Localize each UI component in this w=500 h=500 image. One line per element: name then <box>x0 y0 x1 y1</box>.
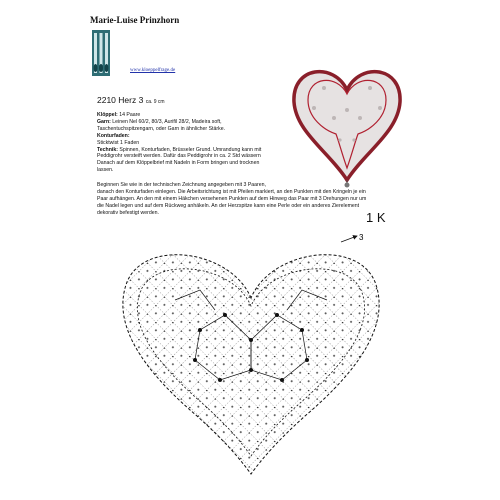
info-line: Danach auf dem Klöppelbrief mit Nadeln in Form bringen und trocknen <box>97 160 260 167</box>
diagram-mark-label: 1 K <box>366 210 386 225</box>
bobbin-lace-logo-icon <box>92 30 110 76</box>
instruction-line: dekorativ befestigt werden. <box>97 209 159 216</box>
info-line: Sticktwist 1 Faden <box>97 139 140 146</box>
instruction-line: Paar aufhängen. An den mit einem Häkchen versehenen Punkten auf dem Hinweg das Paar mit 3 Drehungen nur um <box>97 195 367 202</box>
instructions-paragraph <box>97 182 397 217</box>
info-line: Konturfaden: <box>97 132 130 139</box>
instruction-line: Beginnen Sie wie in der technischen Zeichnung angegeben mit 3 Paaren, <box>97 182 266 188</box>
author-name: Marie-Luise Prinzhorn <box>90 15 180 25</box>
finished-lace-heart-photo <box>284 60 410 188</box>
info-line: lassen. <box>97 167 114 174</box>
info-line: Technik: Spinnen, Konturfaden, Brüsseler Grund. Umrandung kann mit <box>97 146 262 153</box>
pattern-size: ca. 9 cm <box>145 99 165 105</box>
pattern-number: 2210 Herz 3 <box>97 95 144 105</box>
start-pairs-label: 3 <box>359 233 364 242</box>
info-line: Garn: Leinen Nel 60/2, 80/3, Aurifil 28/2, Madeira soft, <box>97 118 222 125</box>
info-line: Taschentuchspitzengarn, oder Garn in ähnlicher Stärke. <box>97 125 226 132</box>
materials-list <box>97 112 287 174</box>
website-link[interactable]: www.kloeppelfrage.de <box>130 68 176 73</box>
info-line: Peddigrohr versteift werden. Dafür das Peddigrohr in ca. 2 Std wässern <box>97 153 261 160</box>
instruction-line: danach den Konturfaden einlegen. Die Arbeitsrichtung ist mit Pfeilen markiert, an den Punkten mit den Kringeln je ein <box>97 188 366 195</box>
info-line: Klöppel: 14 Paare <box>97 112 141 118</box>
pricking-diagram <box>105 220 397 480</box>
instruction-line: die Nadel legen und auf dem Rückweg anhäkeln. An der Herzspitze kann eine Perle oder ein anderes Zierelement <box>97 202 360 209</box>
pattern-title <box>97 95 165 105</box>
